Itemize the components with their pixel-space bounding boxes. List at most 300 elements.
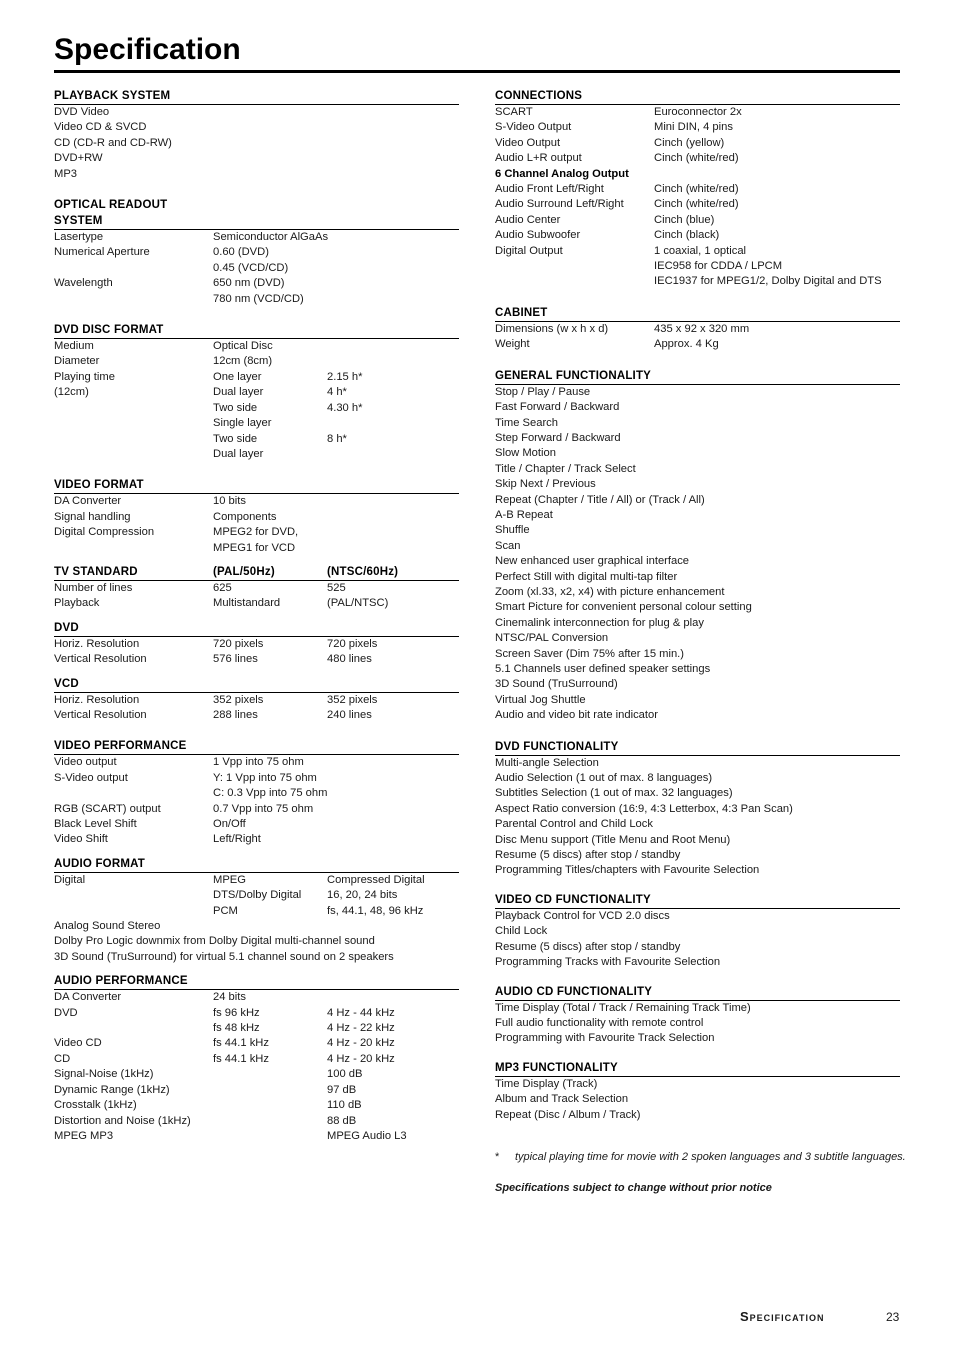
left-column bbox=[54, 88, 459, 1144]
spec-value bbox=[327, 525, 459, 540]
spec-value bbox=[327, 990, 459, 1005]
spec-label: Vertical Resolution bbox=[54, 653, 147, 666]
spec-row bbox=[54, 510, 459, 525]
spec-value: Compressed Digital bbox=[327, 873, 425, 886]
heading-text: MP3 FUNCTIONALITY bbox=[495, 1061, 618, 1074]
spec-value bbox=[213, 1129, 327, 1144]
spec-row bbox=[54, 596, 459, 611]
spec-row bbox=[54, 416, 459, 431]
spec-value bbox=[327, 802, 459, 817]
spec-value bbox=[327, 755, 459, 770]
spec-label: Audio Center bbox=[495, 213, 561, 226]
spec-value bbox=[213, 1098, 327, 1113]
spec-line: Programming with Favourite Track Selection bbox=[495, 1032, 715, 1045]
spec-value: Two side bbox=[213, 401, 258, 414]
spec-line: Perfect Still with digital multi-tap filter bbox=[495, 570, 678, 583]
spec-line: Playback Control for VCD 2.0 discs bbox=[495, 909, 670, 922]
spec-line: Full audio functionality with remote control bbox=[495, 1016, 704, 1029]
heading-text: TV STANDARD bbox=[54, 565, 138, 578]
spec-value: Cinch (white/red) bbox=[654, 198, 739, 211]
spec-row bbox=[54, 817, 459, 832]
spec-value: Semiconductor AlGaAs bbox=[213, 231, 329, 244]
spec-value: 525 bbox=[327, 581, 346, 594]
footnote bbox=[495, 1151, 906, 1163]
spec-label: Video CD bbox=[54, 1037, 102, 1050]
spec-value: 0.60 (DVD) bbox=[213, 246, 269, 259]
spec-row bbox=[54, 888, 459, 903]
spec-label: Signal handling bbox=[54, 510, 131, 523]
spec-value bbox=[327, 416, 459, 431]
spec-value: 625 bbox=[213, 581, 232, 594]
spec-section-dvd-functionality bbox=[495, 739, 900, 879]
spec-value: Cinch (white/red) bbox=[654, 183, 739, 196]
spec-value: 1 Vpp into 75 ohm bbox=[213, 756, 304, 769]
spec-line: Resume (5 discs) after stop / standby bbox=[495, 849, 681, 862]
spec-value: 100 dB bbox=[327, 1068, 363, 1081]
heading-text: (NTSC/60Hz) bbox=[327, 565, 399, 578]
spec-value: Approx. 4 Kg bbox=[654, 338, 719, 351]
spec-value: MPEG1 for VCD bbox=[213, 541, 296, 554]
spec-row bbox=[54, 432, 459, 447]
spec-value: Cinch (black) bbox=[654, 229, 720, 242]
spec-label bbox=[54, 541, 213, 556]
heading-text: OPTICAL READOUT SYSTEM bbox=[54, 199, 168, 228]
spec-label: Signal-Noise (1kHz) bbox=[54, 1068, 154, 1081]
spec-value: 0.45 (VCD/CD) bbox=[213, 261, 289, 274]
spec-value bbox=[213, 1067, 327, 1082]
spec-line: Scan bbox=[495, 539, 521, 552]
spec-row bbox=[495, 105, 900, 120]
spec-line: Slow Motion bbox=[495, 447, 556, 460]
spec-row bbox=[54, 541, 459, 556]
footnote-text: typical playing time for movie with 2 spoken languages and 3 subtitle languages. bbox=[515, 1151, 906, 1163]
section-heading bbox=[495, 305, 900, 322]
spec-line: Programming Tracks with Favourite Selection bbox=[495, 956, 721, 969]
spec-label: Horiz. Resolution bbox=[54, 637, 140, 650]
heading-text: VIDEO FORMAT bbox=[54, 479, 144, 492]
footer-section-label: Specification bbox=[740, 1309, 825, 1324]
spec-label: Numerical Aperture bbox=[54, 246, 150, 259]
spec-label: Crosstalk (1kHz) bbox=[54, 1099, 137, 1112]
spec-line: Title / Chapter / Track Select bbox=[495, 462, 636, 475]
spec-row bbox=[54, 494, 459, 509]
spec-section-cabinet bbox=[495, 305, 900, 353]
spec-value: 288 lines bbox=[213, 708, 258, 721]
spec-value: 4 Hz - 22 kHz bbox=[327, 1022, 395, 1035]
spec-section-dvd-disc-format bbox=[54, 322, 459, 462]
spec-value bbox=[327, 494, 459, 509]
spec-value bbox=[327, 817, 459, 832]
spec-label bbox=[54, 888, 213, 903]
spec-row bbox=[54, 873, 459, 888]
spec-line: Analog Sound Stereo bbox=[54, 920, 161, 933]
change-notice: Specifications subject to change without prior notice bbox=[495, 1182, 772, 1194]
spec-line: New enhanced user graphical interface bbox=[495, 555, 690, 568]
spec-line: CD (CD-R and CD-RW) bbox=[54, 136, 172, 149]
spec-section-audio-performance bbox=[54, 973, 459, 1144]
section-heading bbox=[54, 620, 459, 637]
spec-line: Parental Control and Child Lock bbox=[495, 818, 653, 831]
spec-value: 4 Hz - 20 kHz bbox=[327, 1037, 395, 1050]
spec-value bbox=[327, 541, 459, 556]
spec-row bbox=[54, 1021, 459, 1036]
spec-line: Album and Track Selection bbox=[495, 1093, 629, 1106]
spec-value: Cinch (blue) bbox=[654, 213, 715, 226]
spec-label bbox=[54, 432, 213, 447]
spec-value: 720 pixels bbox=[213, 637, 264, 650]
spec-value: Two side bbox=[213, 432, 258, 445]
heading-text: PLAYBACK SYSTEM bbox=[54, 90, 171, 102]
spec-section-dvd bbox=[54, 620, 459, 668]
spec-row bbox=[54, 637, 459, 652]
spec-label: Wavelength bbox=[54, 277, 113, 290]
spec-row bbox=[54, 832, 459, 847]
spec-row bbox=[495, 213, 900, 228]
spec-label bbox=[54, 447, 213, 462]
spec-value: 8 h* bbox=[327, 432, 347, 445]
spec-label: SCART bbox=[495, 106, 533, 118]
spec-row bbox=[495, 228, 900, 243]
spec-line: Resume (5 discs) after stop / standby bbox=[495, 940, 681, 953]
spec-line: 3D Sound (TruSurround) bbox=[495, 678, 618, 691]
heading-text: DVD DISC FORMAT bbox=[54, 324, 164, 337]
spec-label: Vertical Resolution bbox=[54, 708, 147, 721]
heading-text: VCD bbox=[54, 677, 79, 690]
spec-line: Stop / Play / Pause bbox=[495, 385, 591, 398]
spec-label: Medium bbox=[54, 340, 94, 353]
spec-value: fs 96 kHz bbox=[213, 1006, 260, 1019]
section-heading bbox=[495, 1060, 900, 1077]
spec-label: Video Output bbox=[495, 136, 561, 149]
spec-value: Cinch (yellow) bbox=[654, 136, 725, 149]
spec-label: Playback bbox=[54, 597, 100, 610]
spec-value bbox=[654, 167, 900, 182]
spec-row bbox=[54, 1098, 459, 1113]
spec-line: Step Forward / Backward bbox=[495, 431, 621, 444]
spec-value: 10 bits bbox=[213, 495, 246, 508]
spec-label: DA Converter bbox=[54, 495, 122, 508]
spec-row bbox=[495, 244, 900, 259]
spec-row bbox=[54, 447, 459, 462]
spec-row bbox=[54, 292, 459, 307]
spec-value bbox=[213, 1083, 327, 1098]
spec-label: Distortion and Noise (1kHz) bbox=[54, 1114, 191, 1127]
section-heading bbox=[54, 322, 459, 339]
spec-line: Time Display (Track) bbox=[495, 1077, 598, 1090]
spec-value: 352 pixels bbox=[213, 693, 264, 706]
spec-row bbox=[495, 136, 900, 151]
spec-row bbox=[54, 771, 459, 786]
spec-label bbox=[54, 416, 213, 431]
spec-section-audio-cd-functionality bbox=[495, 984, 900, 1047]
spec-label bbox=[54, 261, 213, 276]
spec-row bbox=[54, 276, 459, 291]
spec-label: Dimensions (w x h x d) bbox=[495, 322, 609, 335]
spec-value: 110 dB bbox=[327, 1099, 362, 1112]
section-heading bbox=[54, 738, 459, 755]
spec-label: Dynamic Range (1kHz) bbox=[54, 1083, 170, 1096]
spec-value: MPEG Audio L3 bbox=[327, 1129, 407, 1142]
spec-value: 0.7 Vpp into 75 ohm bbox=[213, 802, 314, 815]
spec-value: 2.15 h* bbox=[327, 370, 363, 383]
title-rule bbox=[54, 70, 900, 73]
heading-text: (PAL/50Hz) bbox=[213, 565, 275, 578]
spec-row bbox=[495, 120, 900, 135]
spec-value bbox=[327, 230, 459, 245]
spec-value bbox=[327, 354, 459, 369]
spec-value: fs 48 kHz bbox=[213, 1022, 260, 1035]
spec-line: Audio and video bit rate indicator bbox=[495, 709, 658, 722]
spec-value: Euroconnector 2x bbox=[654, 106, 742, 118]
spec-value: MPEG2 for DVD, bbox=[213, 526, 299, 539]
section-heading bbox=[495, 739, 900, 756]
spec-row bbox=[54, 1006, 459, 1021]
heading-text: AUDIO FORMAT bbox=[54, 857, 145, 870]
spec-label bbox=[54, 904, 213, 919]
spec-line: Repeat (Chapter / Title / All) or (Track / All) bbox=[495, 493, 705, 506]
spec-label: DVD bbox=[54, 1006, 78, 1019]
spec-value: 88 dB bbox=[327, 1114, 357, 1127]
spec-value bbox=[327, 261, 459, 276]
spec-value: 480 lines bbox=[327, 653, 372, 666]
footnote-marker: * bbox=[495, 1151, 500, 1163]
spec-line: DVD+RW bbox=[54, 152, 103, 165]
heading-text: GENERAL FUNCTIONALITY bbox=[495, 369, 652, 382]
spec-row bbox=[54, 652, 459, 667]
spec-row bbox=[54, 802, 459, 817]
spec-label: Digital bbox=[54, 873, 86, 886]
spec-value: 720 pixels bbox=[327, 637, 378, 650]
spec-section-optical-readout-system bbox=[54, 197, 459, 307]
spec-value: Dual layer bbox=[213, 447, 264, 460]
right-column bbox=[495, 88, 900, 1123]
spec-section-playback-system bbox=[54, 88, 459, 182]
spec-value bbox=[327, 339, 459, 354]
spec-label: 6 Channel Analog Output bbox=[495, 167, 629, 180]
spec-label: Audio Front Left/Right bbox=[495, 183, 604, 196]
spec-row bbox=[54, 1083, 459, 1098]
spec-label: MPEG MP3 bbox=[54, 1129, 114, 1142]
spec-line: Smart Picture for convenient personal colour setting bbox=[495, 601, 752, 614]
spec-value: 1 coaxial, 1 optical bbox=[654, 244, 747, 257]
spec-value: Optical Disc bbox=[213, 340, 273, 353]
spec-line: MP3 bbox=[54, 167, 78, 180]
spec-value bbox=[213, 1114, 327, 1129]
spec-value: (PAL/NTSC) bbox=[327, 597, 389, 610]
spec-label: Lasertype bbox=[54, 231, 104, 244]
spec-value: DTS/Dolby Digital bbox=[213, 889, 302, 902]
spec-label: Weight bbox=[495, 338, 530, 351]
spec-value: On/Off bbox=[213, 818, 246, 830]
spec-label: Digital Output bbox=[495, 244, 563, 257]
spec-row bbox=[495, 167, 900, 182]
spec-row bbox=[495, 322, 900, 337]
section-heading bbox=[54, 856, 459, 873]
spec-value: PCM bbox=[213, 904, 238, 917]
spec-row bbox=[54, 693, 459, 708]
section-heading bbox=[54, 197, 459, 230]
spec-section-video-cd-functionality bbox=[495, 892, 900, 971]
spec-row bbox=[54, 525, 459, 540]
spec-line: Child Lock bbox=[495, 925, 548, 938]
spec-line: Screen Saver (Dim 75% after 15 min.) bbox=[495, 647, 685, 660]
spec-line: 5.1 Channels user defined speaker settings bbox=[495, 663, 711, 675]
heading-text: AUDIO PERFORMANCE bbox=[54, 975, 188, 988]
spec-line: Virtual Jog Shuttle bbox=[495, 693, 586, 706]
spec-section-connections bbox=[495, 88, 900, 290]
spec-row bbox=[54, 385, 459, 400]
heading-text: DVD bbox=[54, 621, 79, 634]
section-heading bbox=[54, 477, 459, 494]
spec-row bbox=[54, 1052, 459, 1067]
spec-label: Audio Surround Left/Right bbox=[495, 198, 624, 211]
section-heading bbox=[495, 984, 900, 1001]
spec-row bbox=[54, 261, 459, 276]
section-heading bbox=[54, 676, 459, 693]
spec-label: RGB (SCART) output bbox=[54, 802, 161, 815]
heading-text: CONNECTIONS bbox=[495, 90, 583, 102]
spec-section-vcd bbox=[54, 676, 459, 724]
spec-value: fs 44.1 kHz bbox=[213, 1052, 269, 1065]
spec-label bbox=[495, 274, 654, 289]
spec-value: 24 bits bbox=[213, 991, 246, 1004]
spec-value: fs, 44.1, 48, 96 kHz bbox=[327, 904, 424, 917]
spec-value: MPEG bbox=[213, 873, 246, 886]
spec-row bbox=[495, 259, 900, 274]
spec-value: 4 Hz - 20 kHz bbox=[327, 1052, 395, 1065]
spec-line: DVD Video bbox=[54, 106, 110, 118]
spec-value: Multistandard bbox=[213, 597, 281, 610]
spec-value: 576 lines bbox=[213, 653, 258, 666]
spec-row bbox=[54, 1114, 459, 1129]
spec-value: 4 Hz - 44 kHz bbox=[327, 1006, 395, 1019]
spec-section-mp3-functionality bbox=[495, 1060, 900, 1123]
spec-line: Multi-angle Selection bbox=[495, 756, 599, 769]
spec-row bbox=[54, 708, 459, 723]
spec-label: Video output bbox=[54, 756, 117, 769]
spec-row bbox=[54, 401, 459, 416]
spec-value: 780 nm (VCD/CD) bbox=[213, 292, 304, 305]
spec-value: 240 lines bbox=[327, 708, 372, 721]
spec-line: Zoom (xl.33, x2, x4) with picture enhancement bbox=[495, 585, 725, 598]
spec-line: Audio Selection (1 out of max. 8 languages) bbox=[495, 772, 713, 785]
spec-row bbox=[54, 755, 459, 770]
spec-value bbox=[327, 832, 459, 847]
spec-label: (12cm) bbox=[54, 386, 89, 399]
spec-row bbox=[54, 245, 459, 260]
spec-label: Playing time bbox=[54, 370, 115, 383]
spec-line: Time Search bbox=[495, 416, 559, 429]
spec-line: 3D Sound (TruSurround) for virtual 5.1 channel sound on 2 speakers bbox=[54, 950, 394, 963]
spec-label bbox=[54, 1021, 213, 1036]
spec-value: Left/Right bbox=[213, 833, 261, 846]
heading-text: VIDEO CD FUNCTIONALITY bbox=[495, 893, 651, 906]
spec-value bbox=[327, 510, 459, 525]
spec-line: Cinemalink interconnection for plug & play bbox=[495, 616, 704, 629]
spec-line: Aspect Ratio conversion (16:9, 4:3 Letterbox, 4:3 Pan Scan) bbox=[495, 802, 793, 815]
section-heading bbox=[54, 973, 459, 990]
spec-line: Time Display (Total / Track / Remaining Track Time) bbox=[495, 1001, 751, 1014]
spec-section-tv-standard bbox=[54, 564, 459, 612]
spec-label: CD bbox=[54, 1052, 71, 1065]
spec-label bbox=[54, 292, 213, 307]
section-heading bbox=[495, 88, 900, 105]
spec-label: Horiz. Resolution bbox=[54, 693, 140, 706]
spec-line: A-B Repeat bbox=[495, 508, 553, 521]
spec-label bbox=[54, 786, 213, 801]
spec-row bbox=[495, 337, 900, 352]
spec-line: Video CD & SVCD bbox=[54, 121, 147, 134]
spec-row bbox=[54, 786, 459, 801]
spec-section-general-functionality bbox=[495, 368, 900, 724]
spec-value: IEC1937 for MPEG1/2, Dolby Digital and DTS bbox=[654, 275, 882, 288]
spec-row bbox=[54, 990, 459, 1005]
spec-label bbox=[54, 401, 213, 416]
spec-value: 12cm (8cm) bbox=[213, 355, 273, 368]
heading-text: CABINET bbox=[495, 306, 548, 319]
spec-value bbox=[327, 447, 459, 462]
spec-label bbox=[495, 259, 654, 274]
heading-text: VIDEO PERFORMANCE bbox=[54, 740, 187, 753]
spec-value: 97 dB bbox=[327, 1083, 357, 1096]
spec-row bbox=[54, 354, 459, 369]
spec-line: Shuffle bbox=[495, 524, 530, 537]
spec-line: Fast Forward / Backward bbox=[495, 401, 620, 414]
spec-label: Digital Compression bbox=[54, 526, 155, 539]
spec-value: C: 0.3 Vpp into 75 ohm bbox=[213, 787, 328, 800]
spec-row bbox=[54, 339, 459, 354]
spec-row bbox=[54, 1129, 459, 1144]
spec-row bbox=[495, 151, 900, 166]
spec-value: 16, 20, 24 bits bbox=[327, 889, 398, 902]
spec-line: Dolby Pro Logic downmix from Dolby Digital multi-channel sound bbox=[54, 935, 375, 948]
spec-value: fs 44.1 kHz bbox=[213, 1037, 269, 1050]
spec-row bbox=[495, 274, 900, 289]
spec-label: Audio Subwoofer bbox=[495, 229, 581, 242]
spec-line: Skip Next / Previous bbox=[495, 478, 596, 491]
spec-label: DA Converter bbox=[54, 991, 122, 1004]
spec-value: 435 x 92 x 320 mm bbox=[654, 322, 750, 335]
spec-row bbox=[495, 182, 900, 197]
spec-section-video-performance bbox=[54, 738, 459, 847]
section-heading bbox=[54, 564, 459, 581]
spec-value: 650 nm (DVD) bbox=[213, 277, 285, 290]
spec-label: Video Shift bbox=[54, 833, 108, 846]
spec-label: Number of lines bbox=[54, 581, 133, 594]
spec-row bbox=[54, 230, 459, 245]
heading-text: DVD FUNCTIONALITY bbox=[495, 740, 619, 753]
spec-row bbox=[54, 1036, 459, 1051]
spec-value: Mini DIN, 4 pins bbox=[654, 121, 733, 134]
page-number: 23 bbox=[886, 1310, 900, 1324]
spec-value: IEC958 for CDDA / LPCM bbox=[654, 260, 783, 273]
spec-line: Subtitles Selection (1 out of max. 32 languages) bbox=[495, 787, 733, 800]
spec-value: Single layer bbox=[213, 417, 272, 430]
spec-row bbox=[54, 904, 459, 919]
spec-value: One layer bbox=[213, 370, 262, 383]
spec-section-audio-format bbox=[54, 856, 459, 965]
page-title: Specification bbox=[54, 33, 241, 66]
spec-label: Audio L+R output bbox=[495, 152, 582, 165]
spec-line: NTSC/PAL Conversion bbox=[495, 632, 609, 645]
spec-row bbox=[54, 1067, 459, 1082]
spec-value: 4.30 h* bbox=[327, 401, 363, 414]
spec-row bbox=[54, 370, 459, 385]
spec-value: Y: 1 Vpp into 75 ohm bbox=[213, 771, 317, 784]
spec-row bbox=[495, 197, 900, 212]
spec-value bbox=[327, 276, 459, 291]
spec-label: Diameter bbox=[54, 355, 100, 368]
